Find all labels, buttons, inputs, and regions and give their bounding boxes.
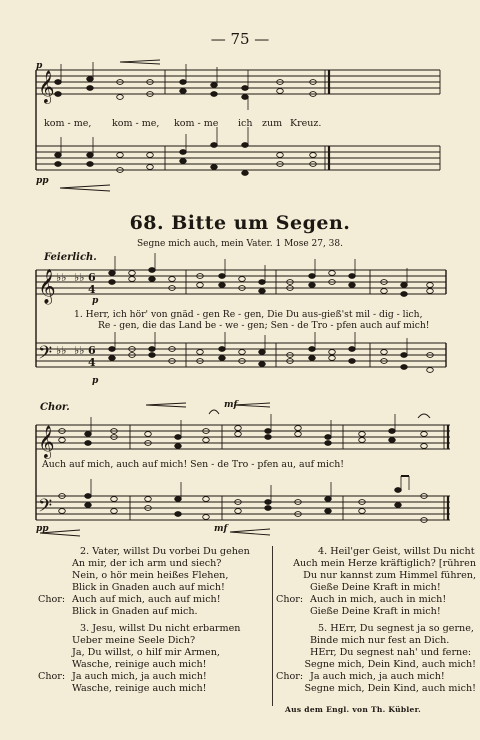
verse-line-text: Wasche, reinige auch mich!: [72, 658, 207, 670]
verse-line-text: HErr, Du segnest nah' und ferne:: [310, 646, 472, 658]
column-divider: [272, 546, 273, 706]
verse-line-label: Chor:: [38, 594, 66, 606]
top-system-treble-staff: [36, 70, 440, 94]
svg-text:𝄞: 𝄞: [38, 269, 56, 304]
verse-line: [38, 570, 270, 582]
verse-line-text: 4. Heil'ger Geist, willst Du nicht: [318, 546, 475, 557]
verse-line-label: [38, 647, 72, 659]
verse-line: [276, 594, 476, 606]
verses-right-column: [276, 546, 476, 695]
lyric-3: kom - me: [174, 118, 219, 129]
verse-line-label: [276, 606, 310, 618]
verse-line-label: [276, 570, 303, 582]
verse-line-text: 5. HErr, Du segnest ja so gerne,: [318, 622, 474, 634]
verse-line: [38, 683, 270, 695]
verse-line: [38, 671, 270, 683]
verse-line: [276, 623, 476, 635]
svg-text:♭♭: ♭♭: [56, 344, 67, 357]
verse-line-label: [38, 606, 72, 618]
dynamic-p-hymn: p: [92, 296, 99, 306]
verse-line-text: Segne mich, Dein Kind, auch mich!: [304, 683, 476, 695]
svg-text:𝄞: 𝄞: [38, 425, 55, 458]
verse-line: [38, 582, 270, 594]
verse-line: [276, 606, 476, 618]
verse-line-text: Ja, Du willst, o hilf mir Armen,: [72, 646, 220, 658]
lyric-6: Kreuz.: [290, 118, 322, 129]
verse-line-label: [38, 546, 72, 558]
chorus-bass-staff: [36, 496, 450, 520]
verse-line-text: Gieße Deine Kraft in mich!: [310, 606, 441, 618]
tempo-marking: Feierlich.: [44, 252, 97, 263]
verse-line-label: [38, 683, 72, 695]
lyric-2: kom - me,: [112, 118, 160, 129]
verse-line-text: Auch in mich, auch in mich!: [310, 594, 447, 606]
dynamic-pp-top: pp: [36, 176, 49, 186]
svg-text:4: 4: [88, 356, 96, 369]
verse-line-label: [38, 623, 72, 635]
verse-line-text: Binde mich nur fest an Dich.: [310, 634, 450, 646]
dynamic-mf-chorus-bass: mf: [214, 524, 228, 534]
verse-line: [38, 623, 270, 635]
svg-text:♭♭: ♭♭: [74, 271, 85, 284]
verse-line-text: Nein, o hör mein heißes Flehen,: [72, 570, 229, 582]
verse-line: [38, 659, 270, 671]
verse-line: [276, 558, 476, 570]
verse-line-text: Auch auf mich, auch auf mich!: [72, 594, 221, 606]
svg-text:♭♭: ♭♭: [74, 344, 85, 357]
verse-line: [276, 546, 476, 558]
verse-line-text: An mir, der ich arm und siech?: [72, 558, 222, 570]
verse-line-text: Wasche, reinige auch mich!: [72, 683, 207, 695]
verse-line: [38, 606, 270, 618]
scripture-reference: Segne mich auch, mein Vater. 1 Mose 27, 38.: [137, 239, 343, 249]
verse-line-text: 2. Vater, willst Du vorbei Du gehen: [80, 546, 250, 557]
verse-line-text: Ja auch mich, ja auch mich!: [72, 670, 207, 682]
dynamic-pp-chorus: pp: [36, 524, 49, 534]
verse-line: [276, 635, 476, 647]
verse-line-text: Ja auch mich, ja auch mich!: [310, 670, 445, 682]
chorus-lyrics: Auch auf mich, auch auf mich! Sen - de Tro - pfen au, auf mich!: [42, 459, 345, 470]
verse-line-label: [276, 659, 304, 671]
dynamic-p-top: p: [36, 61, 43, 71]
verse-line: [38, 635, 270, 647]
verse-line: [38, 558, 270, 570]
translation-credit: Aus dem Engl. von Th. Kübler.: [285, 705, 422, 714]
verse-line-label: [276, 558, 293, 570]
verse-line-text: 3. Jesu, willst Du nicht erbarmen: [80, 622, 241, 634]
lyric-1: kom - me,: [44, 118, 92, 129]
verse-line-text: Du nur kannst zum Himmel führen,: [303, 570, 476, 582]
chorus-label: Chor.: [40, 402, 70, 413]
verse1-line1: 1. Herr, ich hör' von gnäd - gen Re - gen, Die Du aus-gieß'st mil - dig - lich,: [74, 309, 423, 320]
svg-text:4: 4: [88, 283, 96, 296]
top-system-bass-staff: [36, 146, 440, 170]
verse-line-label: [276, 546, 310, 558]
lyric-5: zum: [262, 118, 283, 129]
verse-line-label: Chor:: [38, 670, 66, 682]
svg-text:♭♭: ♭♭: [56, 271, 67, 284]
verse-line: [276, 647, 476, 659]
verse-line: [38, 594, 270, 606]
verse-line-label: Chor:: [276, 670, 304, 682]
verse-line-text: Blick in Gnaden auch auf mich!: [72, 582, 225, 594]
verse-line: [276, 671, 476, 683]
verse-line-label: [276, 647, 310, 659]
verse-line-label: Chor:: [276, 594, 304, 606]
svg-text:𝄢: 𝄢: [38, 496, 53, 521]
verse-line-label: [38, 558, 72, 570]
dynamic-mf-chorus: mf: [224, 400, 238, 410]
dynamic-p-hymn-bass: p: [92, 376, 99, 386]
chorus-treble-staff: [36, 425, 450, 449]
hymn-title: 68. Bitte um Segen.: [129, 212, 351, 234]
svg-text:6: 6: [88, 344, 96, 357]
verse-line: [38, 546, 270, 558]
verse-line: [276, 582, 476, 594]
verse-line-label: [276, 683, 304, 695]
verse-line-text: Auch mein Herze kräftiglich? [rühren: [293, 558, 476, 570]
verse-line: [38, 647, 270, 659]
verse-line-label: [276, 623, 310, 635]
lyric-4: ich: [238, 118, 253, 129]
verse-line-text: Blick in Gnaden auf mich.: [72, 606, 198, 618]
verse-line-label: [38, 582, 72, 594]
svg-text:6: 6: [88, 271, 96, 284]
verse-line-label: [38, 570, 72, 582]
verse-line-label: [276, 582, 310, 594]
verses-left-column: [38, 546, 270, 695]
svg-text:𝄢: 𝄢: [38, 343, 53, 368]
verse-line-text: Ueber meine Seele Dich?: [72, 634, 196, 646]
verse-line-label: [38, 659, 72, 671]
verse-line: [276, 570, 476, 582]
verse-line-text: Segne mich, Dein Kind, auch mich!: [304, 658, 476, 670]
svg-text:𝄞: 𝄞: [38, 70, 55, 103]
verse-line-label: [38, 635, 72, 647]
page-number: — 75 —: [210, 30, 270, 48]
verse-line-label: [276, 635, 310, 647]
verse-line: [276, 683, 476, 695]
verse1-line2: Re - gen, die das Land be - we - gen; Sen - de Tro - pfen auch auf mich!: [98, 320, 430, 331]
verse-line: [276, 659, 476, 671]
verse-line-text: Gieße Deine Kraft in mich!: [310, 582, 441, 594]
